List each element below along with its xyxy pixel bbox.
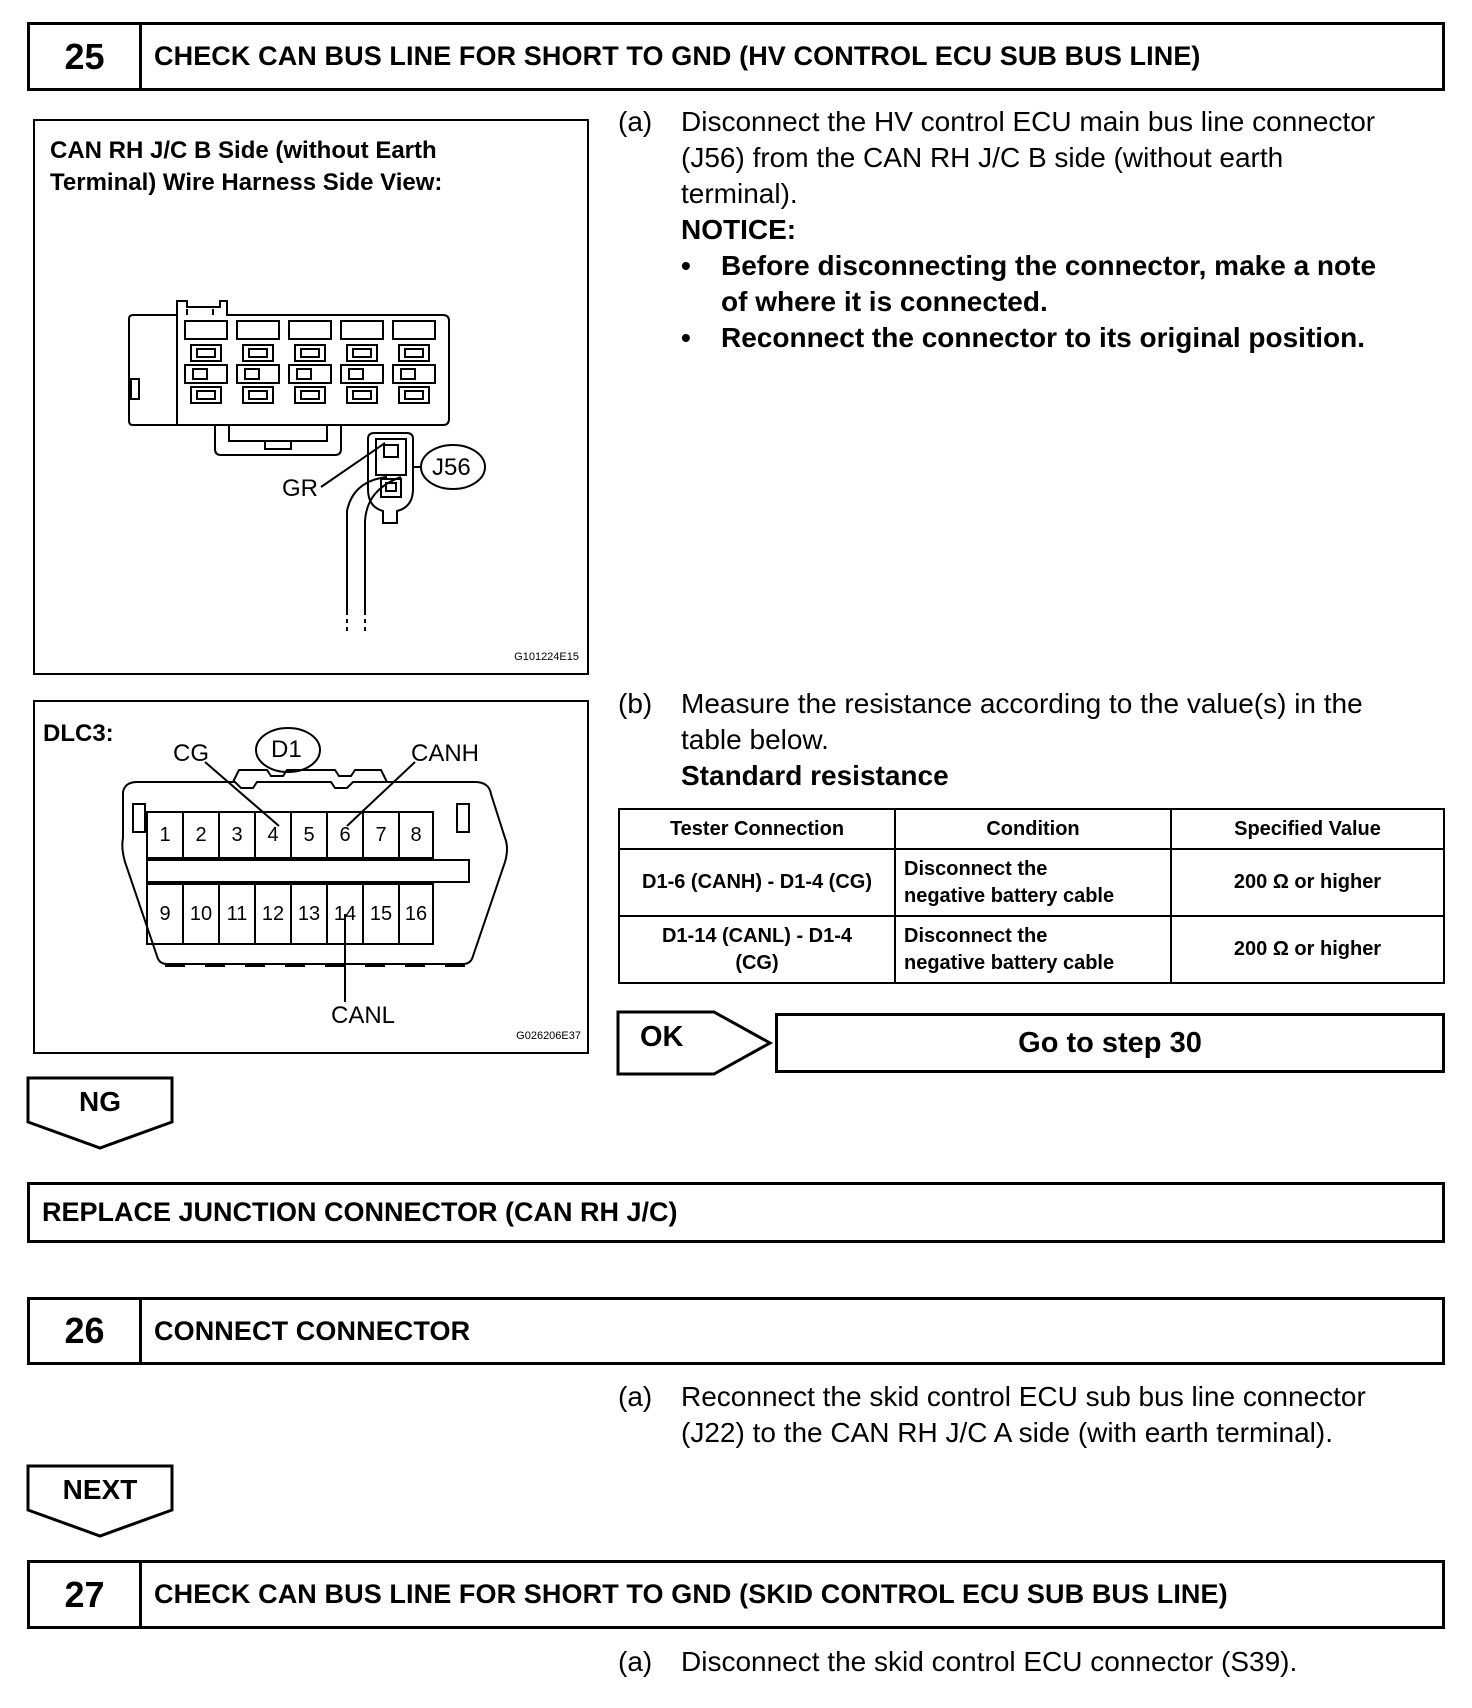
step-title: CHECK CAN BUS LINE FOR SHORT TO GND (SKID CONTROL ECU SUB BUS LINE) <box>154 1579 1228 1609</box>
figure-caption: DLC3: <box>43 720 114 747</box>
pin: 7 <box>375 823 387 846</box>
step-number: 27 <box>30 1563 142 1626</box>
replace-junction-connector-box: REPLACE JUNCTION CONNECTOR (CAN RH J/C) <box>27 1182 1445 1243</box>
tester-connection-cell: D1-14 (CANL) - D1-4 (CG) <box>619 916 895 983</box>
table-row <box>619 849 1444 916</box>
specified-value-cell: 200 Ω or higher <box>1171 849 1444 916</box>
specified-value-cell: 200 Ω or higher <box>1171 916 1444 983</box>
pin: 10 <box>189 902 213 925</box>
connector-d1-label: D1 <box>271 736 302 763</box>
column-header: Tester Connection <box>619 809 895 849</box>
pin: 11 <box>226 902 248 925</box>
connector-j56-label: J56 <box>432 454 471 481</box>
condition-cell: Disconnect the negative battery cable <box>895 916 1171 983</box>
step-25-header <box>27 22 1445 91</box>
standard-resistance-heading: Standard resistance <box>681 760 949 791</box>
dlc3-bottom-pins <box>147 884 433 944</box>
junction-connector-drawing <box>35 121 587 673</box>
resistance-table <box>618 808 1445 984</box>
table-header-row <box>619 809 1444 849</box>
figure-caption: CAN RH J/C B Side (without Earth Terminal) Wire Harness Side View: <box>50 137 443 196</box>
pin: 15 <box>369 902 393 925</box>
label-canl: CANL <box>331 1002 396 1029</box>
pin: 12 <box>261 902 285 925</box>
step-number: 25 <box>30 25 142 88</box>
go-to-step-box[interactable]: Go to step 30 <box>775 1013 1445 1073</box>
next-label: NEXT <box>62 1474 138 1505</box>
tester-connection-cell: D1-6 (CANH) - D1-4 (CG) <box>619 849 895 916</box>
figure-code: G101224E15 <box>514 651 579 663</box>
step-27-header <box>27 1560 1445 1629</box>
notice-heading: NOTICE: <box>681 214 797 245</box>
step-number: 26 <box>30 1300 142 1362</box>
pin: 8 <box>410 823 422 846</box>
label-canh: CANH <box>411 740 480 767</box>
step27-instruction-a: (a) Disconnect the skid control ECU connector (S39). <box>618 1646 1298 1677</box>
pin: 4 <box>267 823 279 846</box>
notice-bullet: • Before disconnecting the connector, make a note of where it is connected. <box>681 250 1377 317</box>
step-title: CONNECT CONNECTOR <box>154 1315 471 1346</box>
pin: 5 <box>303 823 315 846</box>
wire-color-label: GR <box>282 475 318 502</box>
pin: 1 <box>159 823 171 846</box>
column-header: Condition <box>895 809 1171 849</box>
step-title: CHECK CAN BUS LINE FOR SHORT TO GND (HV CONTROL ECU SUB BUS LINE) <box>154 41 1201 71</box>
pin: 6 <box>339 823 351 846</box>
pin: 13 <box>297 902 321 925</box>
ng-label: NG <box>79 1086 121 1117</box>
pin: 9 <box>159 902 171 925</box>
step25-instruction-b: (b) Measure the resistance according to the value(s) in the table below. Standard resistance <box>618 686 1448 796</box>
pin: 14 <box>333 902 357 925</box>
figure-dlc3 <box>33 700 589 1054</box>
figure-can-rh-jc-b <box>33 119 589 675</box>
pin: 3 <box>231 823 243 846</box>
column-header: Specified Value <box>1171 809 1444 849</box>
table-row <box>619 916 1444 983</box>
figure-code: G026206E37 <box>516 1030 581 1042</box>
pin: 16 <box>404 902 428 925</box>
dlc3-connector-drawing <box>35 702 587 1052</box>
step26-instruction-a: (a) Reconnect the skid control ECU sub bus line connector (J22) to the CAN RH J/C A side (with earth terminal). <box>618 1381 1366 1448</box>
ok-label: OK <box>640 1021 684 1053</box>
step25-instruction-a: (a) Disconnect the HV control ECU main bus line connector (J56) from the CAN RH J/C B side (without earth terminal). NOTICE: • Before disconnecting the connector, make a note of where it is connected. • Reconnect the connector to its original position. <box>618 104 1448 364</box>
junction-cavities <box>185 321 435 403</box>
condition-cell: Disconnect the negative battery cable <box>895 849 1171 916</box>
pin: 2 <box>195 823 207 846</box>
dlc3-top-pins <box>147 812 433 858</box>
label-cg: CG <box>173 740 209 767</box>
notice-bullet: • Reconnect the connector to its original position. <box>681 322 1366 353</box>
step-26-header <box>27 1297 1445 1365</box>
